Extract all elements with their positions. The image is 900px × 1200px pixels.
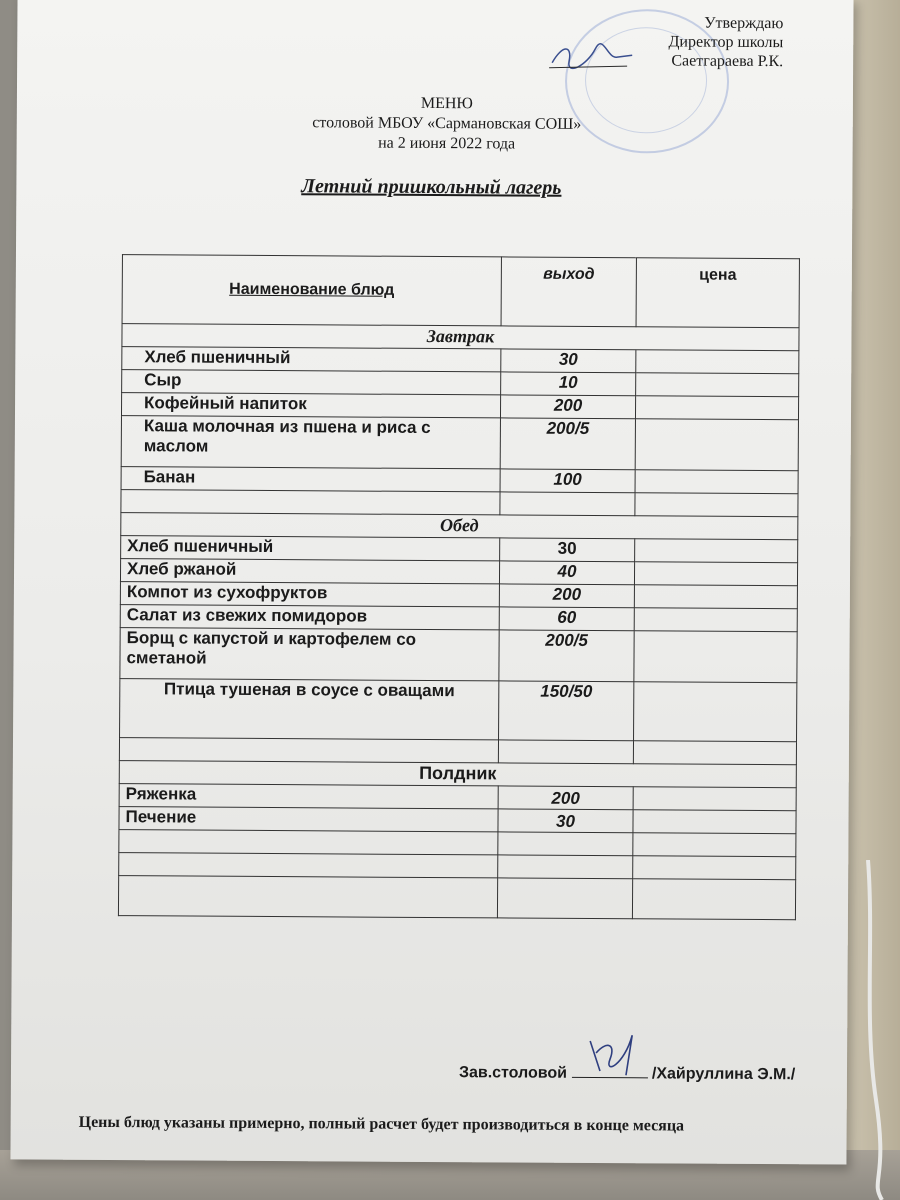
dish-price: [635, 539, 798, 563]
dish-output: 30: [501, 349, 636, 373]
dish-name: Кофейный напиток: [121, 393, 500, 418]
dish-price: [633, 810, 796, 834]
dish-name: Компот из сухофруктов: [120, 582, 499, 607]
dish-output: 150/50: [499, 681, 634, 741]
dish-name: Печение: [119, 807, 498, 832]
section-title-lunch: Обед: [121, 513, 798, 540]
dish-name: Салат из свежих помидоров: [120, 605, 499, 630]
menu-canteen: столовой МБОУ «Сармановская СОШ»: [312, 114, 582, 133]
dish-output: 200: [498, 786, 633, 810]
dish-name: Хлеб пшеничный: [121, 536, 500, 561]
table-row: [121, 416, 798, 471]
column-header-name: Наименование блюд: [122, 255, 501, 326]
table-row: [120, 679, 797, 742]
price-note: Цены блюд указаны примерно, полный расчет будет производиться в конце месяца: [78, 1113, 685, 1135]
director-signature-icon: [547, 35, 637, 76]
dish-price: [636, 373, 799, 397]
section-title-snack: Полдник: [119, 761, 796, 788]
menu-date: на 2 июня 2022 года: [378, 134, 516, 153]
empty-row: [118, 876, 795, 920]
dish-output: 10: [501, 372, 636, 396]
approval-line-1: Утверждаю: [704, 14, 784, 33]
handwritten-signature-icon: [575, 1031, 651, 1077]
signer-label: Зав.столовой: [458, 1064, 568, 1082]
dish-output: 200/5: [499, 630, 634, 682]
dish-price: [634, 608, 797, 632]
menu-title-block: [257, 93, 637, 155]
dish-name: Хлеб пшеничный: [122, 347, 501, 372]
dish-name: Борщ с капустой и картофелем со сметаной: [120, 628, 499, 681]
dish-price: [635, 396, 798, 420]
approval-block: [668, 13, 783, 71]
dish-output: 30: [498, 809, 633, 833]
dish-price: [633, 787, 796, 811]
approval-line-2: Директор школы: [668, 33, 784, 52]
dish-price: [635, 419, 798, 471]
dish-price: [634, 682, 797, 742]
menu-table: [118, 254, 800, 920]
document-page: [10, 0, 853, 1165]
dish-price: [634, 631, 797, 683]
cable-icon: [862, 860, 892, 1200]
dish-name: Птица тушеная в соусе с оващами: [120, 679, 499, 740]
dish-output: 30: [500, 538, 635, 562]
dish-price: [634, 562, 797, 586]
column-header-output: выход: [501, 257, 636, 327]
dish-name: Банан: [121, 467, 500, 492]
dish-price: [634, 585, 797, 609]
camp-subtitle: Летний пришкольный лагерь: [301, 175, 562, 199]
signer-name: /Хайруллина Э.М./: [651, 1065, 796, 1084]
dish-name: Каша молочная из пшена и риса с маслом: [121, 416, 500, 469]
dish-price: [635, 470, 798, 494]
column-header-price: цена: [636, 258, 799, 328]
dish-output: 200: [499, 584, 634, 608]
approval-line-3: Саетгараева Р.К.: [671, 52, 784, 71]
dish-price: [636, 350, 799, 374]
dish-output: 60: [499, 607, 634, 631]
dish-output: 40: [499, 561, 634, 585]
table-header-row: [122, 255, 799, 328]
signature-line: [571, 1063, 647, 1078]
section-title-breakfast: Завтрак: [122, 324, 799, 351]
table-row: [120, 628, 797, 683]
dish-name: Сыр: [122, 370, 501, 395]
dish-output: 100: [500, 469, 635, 493]
dish-name: Ряженка: [119, 784, 498, 809]
menu-title: МЕНЮ: [420, 94, 473, 113]
dish-name: Хлеб ржаной: [120, 559, 499, 584]
canteen-head-signature: [459, 1062, 795, 1084]
dish-output: 200: [500, 395, 635, 419]
dish-output: 200/5: [500, 418, 635, 470]
